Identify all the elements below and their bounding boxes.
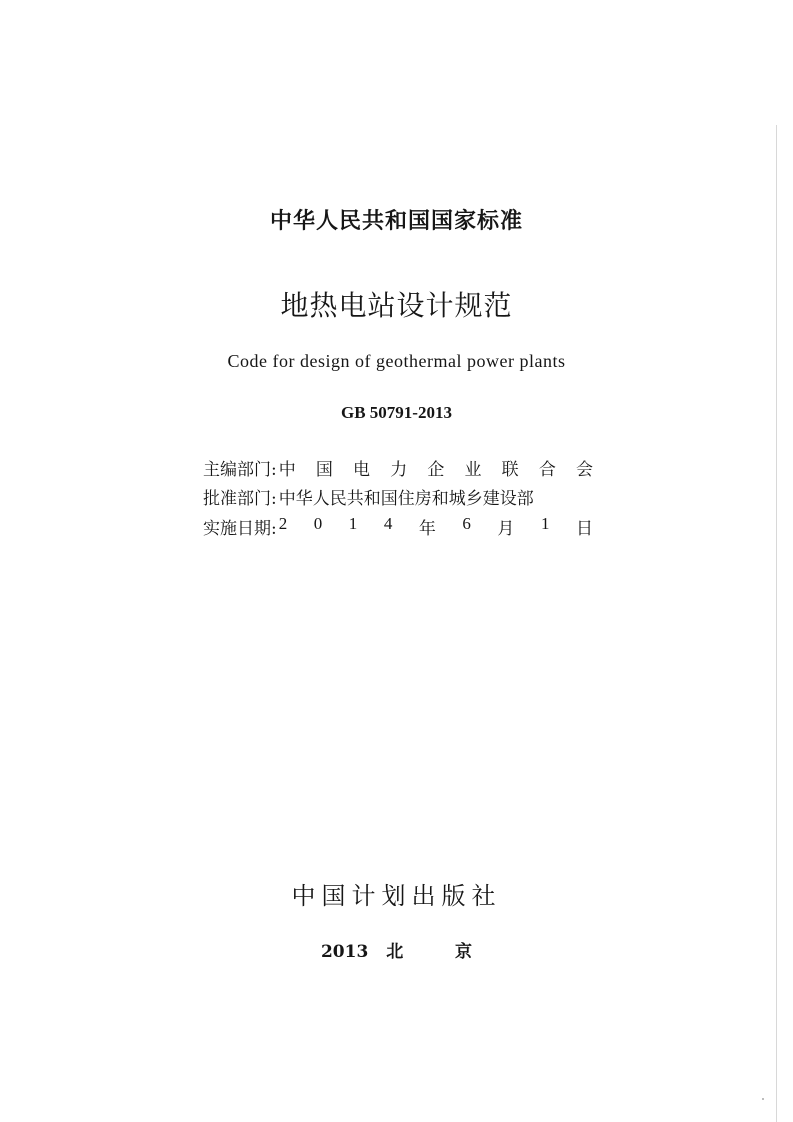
- english-title: Code for design of geothermal power plants: [227, 351, 566, 371]
- publisher-name: 中国计划出版社: [291, 882, 502, 910]
- effective-date-line: [203, 513, 593, 539]
- editor-char: 电: [353, 459, 371, 480]
- editor-value: [279, 455, 593, 480]
- date-char: 6: [462, 513, 471, 533]
- editor-char: 国: [315, 459, 333, 480]
- editor-char: 会: [575, 459, 593, 480]
- approver-label: 批准部门:: [203, 488, 277, 509]
- date-char: 1: [540, 513, 550, 533]
- editor-char: 业: [464, 459, 482, 480]
- editor-char: 合: [538, 459, 556, 480]
- imprint-year: 2013: [320, 942, 369, 962]
- editor-char: 企: [427, 459, 445, 480]
- date-char: 4: [383, 513, 393, 533]
- editor-char: 中: [278, 459, 296, 480]
- effective-date-value: [279, 514, 593, 539]
- imprint-line: [0, 937, 793, 962]
- standard-series-title: 中华人民共和国国家标准: [269, 209, 523, 234]
- approver-line: [203, 483, 593, 509]
- imprint-city-char: 北: [386, 942, 404, 962]
- scan-edge-line: [776, 125, 777, 1122]
- editor-line: [203, 454, 593, 480]
- effective-date-label: 实施日期:: [203, 518, 277, 539]
- date-char: 年: [418, 518, 436, 538]
- scan-speck: [762, 1098, 764, 1100]
- imprint-city-char: 京: [455, 942, 473, 962]
- date-char: 2: [278, 513, 288, 533]
- date-char: 0: [313, 513, 323, 533]
- editor-label: 主编部门:: [203, 459, 277, 480]
- standard-code: GB 50791-2013: [341, 403, 452, 422]
- editor-char: 联: [501, 459, 519, 480]
- editor-char: 力: [390, 459, 408, 480]
- date-char: 月: [497, 518, 515, 538]
- date-char: 1: [348, 513, 358, 533]
- date-char: 日: [575, 518, 593, 538]
- approver-value: 中华人民共和国住房和城乡建设部: [278, 488, 534, 509]
- document-title: 地热电站设计规范: [280, 289, 513, 322]
